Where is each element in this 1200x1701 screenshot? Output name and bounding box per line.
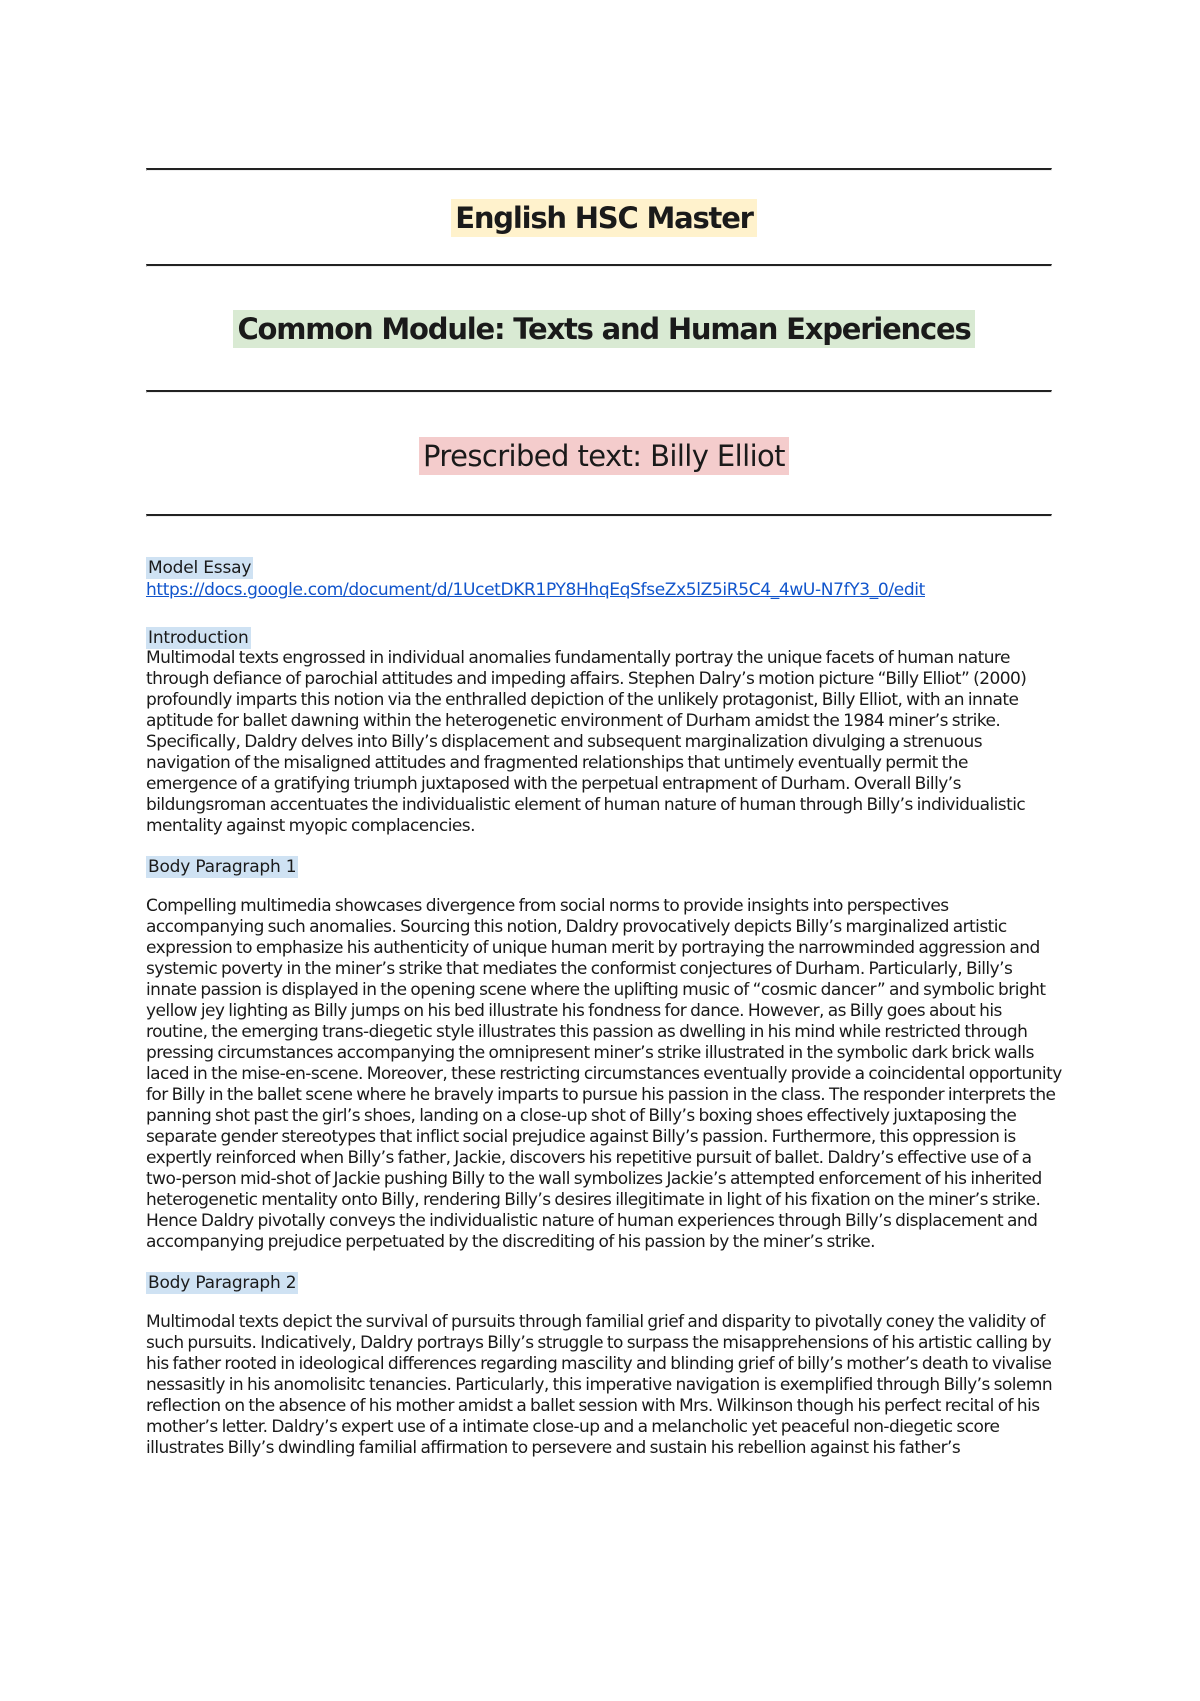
section-body: Compelling multimedia showcases divergence from social norms to provide insights into perspectives accompanying such anomalies. Sourcing this notion, Daldry provocatively depicts Billy’s marginalized artistic expression to emphasize his authenticity of unique human merit by portraying the narrowminded aggression and systemic poverty in the miner’s strike that mediates the conformist conjectures of Durham. Particularly, Billy’s innate passion is displayed in the opening scene where the uplifting music of “cosmic dancer” and symbolic bright yellow jey lighting as Billy jumps on his bed illustrate his fondness for dance. However, as Billy goes about his routine, the emerging trans-diegetic style illustrates this passion as dwelling in his mind while restricted through pressing circumstances accompanying the omnipresent miner’s strike illustrated in the symbolic dark brick walls laced in the mise-en-scene. Moreover, these restricting circumstances eventually provide a coincidental opportunity for Billy in the ballet scene where he bravely imparts to pursue his passion in the class. The responder interprets the panning shot past the girl’s shoes, landing on a close-up shot of Billy’s boxing shoes effectively juxtaposing the separate gender stereotypes that inflict social prejudice against Billy’s passion. Furthermore, this oppression is expertly reinforced when Billy’s father, Jackie, discovers his repetitive pursuit of ballet. Daldry’s effective use of a two-person mid-shot of Jackie pushing Billy to the wall symbolizes Jackie’s attempted enforcement of his inherited heterogenetic mentality onto Billy, rendering Billy’s desires illegitimate in light of his fixation on the miner’s strike. Hence Daldry pivotally conveys the individualistic nature of human experiences through Billy’s displacement and accompanying prejudice perpetuated by the discrediting of his passion by the miner’s strike. bbox=[146, 896, 1062, 1252]
document-page bbox=[146, 150, 1062, 1459]
model-essay-block bbox=[146, 557, 1062, 601]
section-heading: Introduction bbox=[148, 628, 249, 648]
model-essay-link[interactable]: https://docs.google.com/document/d/1UcetDKR1PY8HhqEqSfseZx5lZ5iR5C4_4wU-N7fY3_0/edit bbox=[146, 580, 925, 600]
section-body: Multimodal texts depict the survival of pursuits through familial grief and disparity to pivotally coney the validity of such pursuits. Indicatively, Daldry portrays Billy’s struggle to surpass the misapprehensions of his artistic calling by his father rooted in ideological differences regarding mascility and blinding grief of billy’s mother’s death to vivalise nessasitly in his anomolisitc tenancies. Particularly, this imperative navigation is exemplified through Billy’s solemn reflection on the absence of his mother amidst a ballet session with Mrs. Wilkinson though his perfect recital of his mother’s letter. Daldry’s expert use of a intimate close-up and a melancholic yet peaceful non-diegetic score illustrates Billy’s dwindling familial affirmation to persevere and sustain his rebellion against his father’s bbox=[146, 1312, 1053, 1458]
section-heading: Body Paragraph 1 bbox=[148, 857, 297, 877]
horizontal-rule bbox=[146, 390, 1052, 393]
horizontal-rule bbox=[146, 168, 1052, 171]
horizontal-rule bbox=[146, 514, 1052, 517]
section-body-paragraph-1 bbox=[146, 856, 1062, 1253]
model-essay-label: Model Essay bbox=[148, 558, 252, 578]
site-title-block bbox=[146, 199, 1062, 237]
module-title: Common Module: Texts and Human Experiences bbox=[233, 310, 974, 348]
section-introduction bbox=[146, 627, 1062, 837]
module-title-block bbox=[146, 310, 1062, 348]
horizontal-rule bbox=[146, 264, 1052, 267]
prescribed-text-title: Prescribed text: Billy Elliot bbox=[419, 437, 789, 475]
section-body-paragraph-2 bbox=[146, 1272, 1062, 1459]
site-title: English HSC Master bbox=[451, 199, 757, 237]
section-body: Multimodal texts engrossed in individual anomalies fundamentally portray the unique facets of human nature through defiance of parochial attitudes and impeding affairs. Stephen Dalry’s motion picture “Billy Elliot” (2000) profoundly imparts this notion via the enthralled depiction of the unlikely protagonist, Billy Elliot, with an innate aptitude for ballet dawning within the heterogenetic environment of Durham amidst the 1984 miner’s strike. Specifically, Daldry delves into Billy’s displacement and subsequent marginalization divulging a strenuous navigation of the misaligned attitudes and fragmented relationships that untimely eventually permit the emergence of a gratifying triumph juxtaposed with the perpetual entrapment of Durham. Overall Billy’s bildungsroman accentuates the individualistic element of human nature of human through Billy’s individualistic mentality against myopic complacencies. bbox=[146, 648, 1027, 836]
prescribed-text-block bbox=[146, 437, 1062, 475]
section-heading: Body Paragraph 2 bbox=[148, 1273, 297, 1293]
